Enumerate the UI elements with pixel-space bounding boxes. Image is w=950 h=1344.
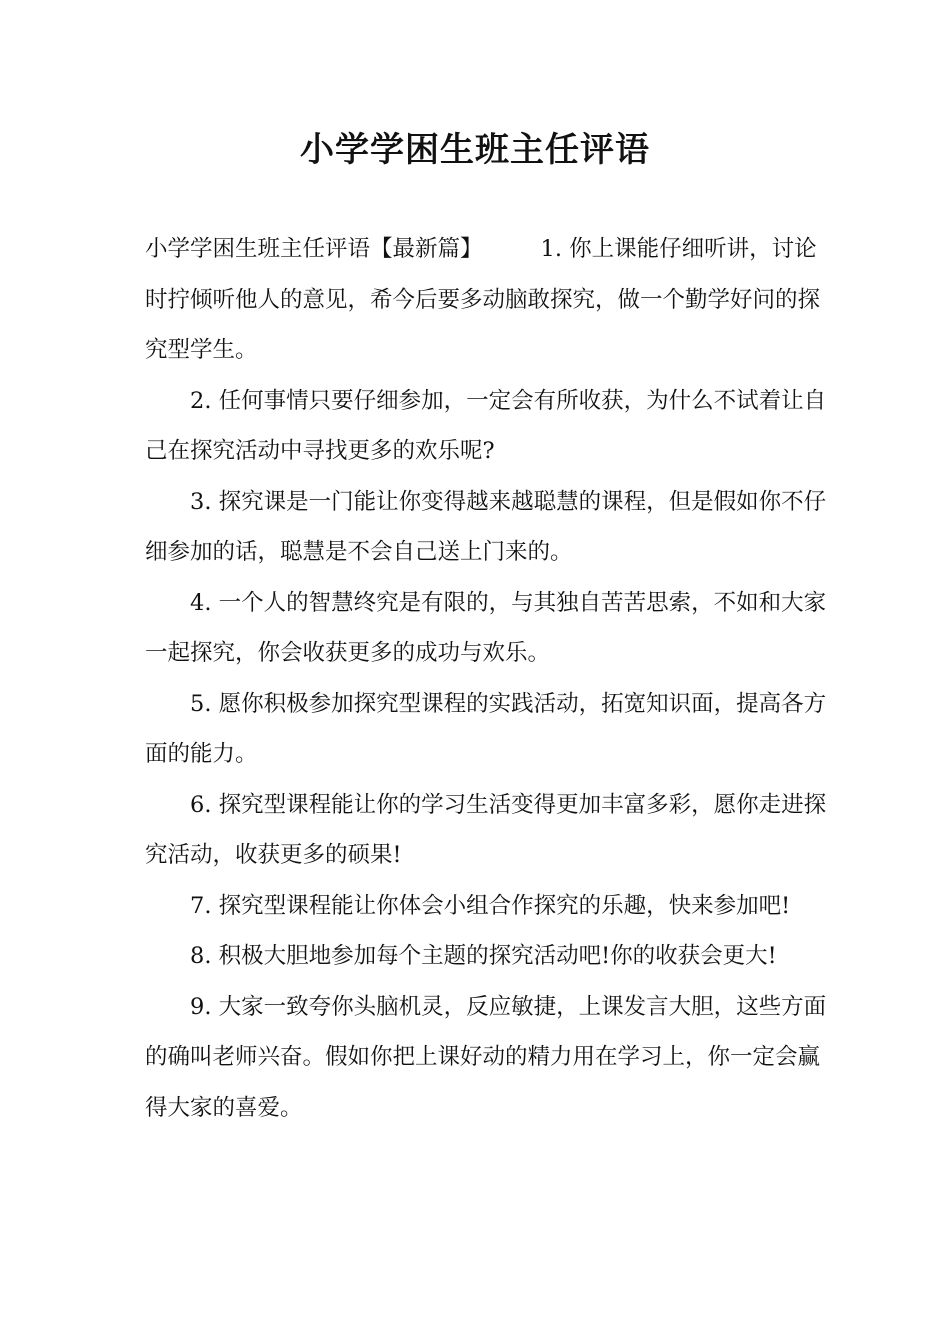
paragraph-4: 4. 一个人的智慧终究是有限的，与其独自苦苦思索，不如和大家一起探究，你会收获更多的成功与欢乐。 <box>145 589 827 666</box>
document-body <box>145 224 835 1133</box>
paragraph-6: 6. 探究型课程能让你的学习生活变得更加丰富多彩，愿你走进探究活动，收获更多的硕果! <box>145 791 827 868</box>
paragraph-1-text: 1. 你上课能仔细听讲，讨论时拧倾听他人的意见，希今后要多动脑敢探究，做一个勤学好问的探究型学生。 <box>145 236 821 363</box>
paragraph-1 <box>145 224 835 376</box>
document-title: 小学学困生班主任评语 <box>300 130 650 170</box>
paragraph-7: 7. 探究型课程能让你体会小组合作探究的乐趣，快来参加吧! <box>190 892 791 919</box>
paragraph-2: 2. 任何事情只要仔细参加，一定会有所收获，为什么不试着让自己在探究活动中寻找更多的欢乐呢? <box>145 387 827 464</box>
paragraph-3: 3. 探究课是一门能让你变得越来越聪慧的课程，但是假如你不仔细参加的话，聪慧是不会自己送上门来的。 <box>145 488 827 565</box>
paragraph-5: 5. 愿你积极参加探究型课程的实践活动，拓宽知识面，提高各方面的能力。 <box>145 690 827 767</box>
intro-heading: 小学学困生班主任评语【最新篇】 <box>145 236 483 262</box>
paragraph-9: 9. 大家一致夸你头脑机灵，反应敏捷，上课发言大胆，这些方面的确叫老师兴奋。假如你把上课好动的精力用在学习上，你一定会赢得大家的喜爱。 <box>145 993 827 1121</box>
paragraph-8: 8. 积极大胆地参加每个主题的探究活动吧!你的收获会更大! <box>190 943 777 969</box>
